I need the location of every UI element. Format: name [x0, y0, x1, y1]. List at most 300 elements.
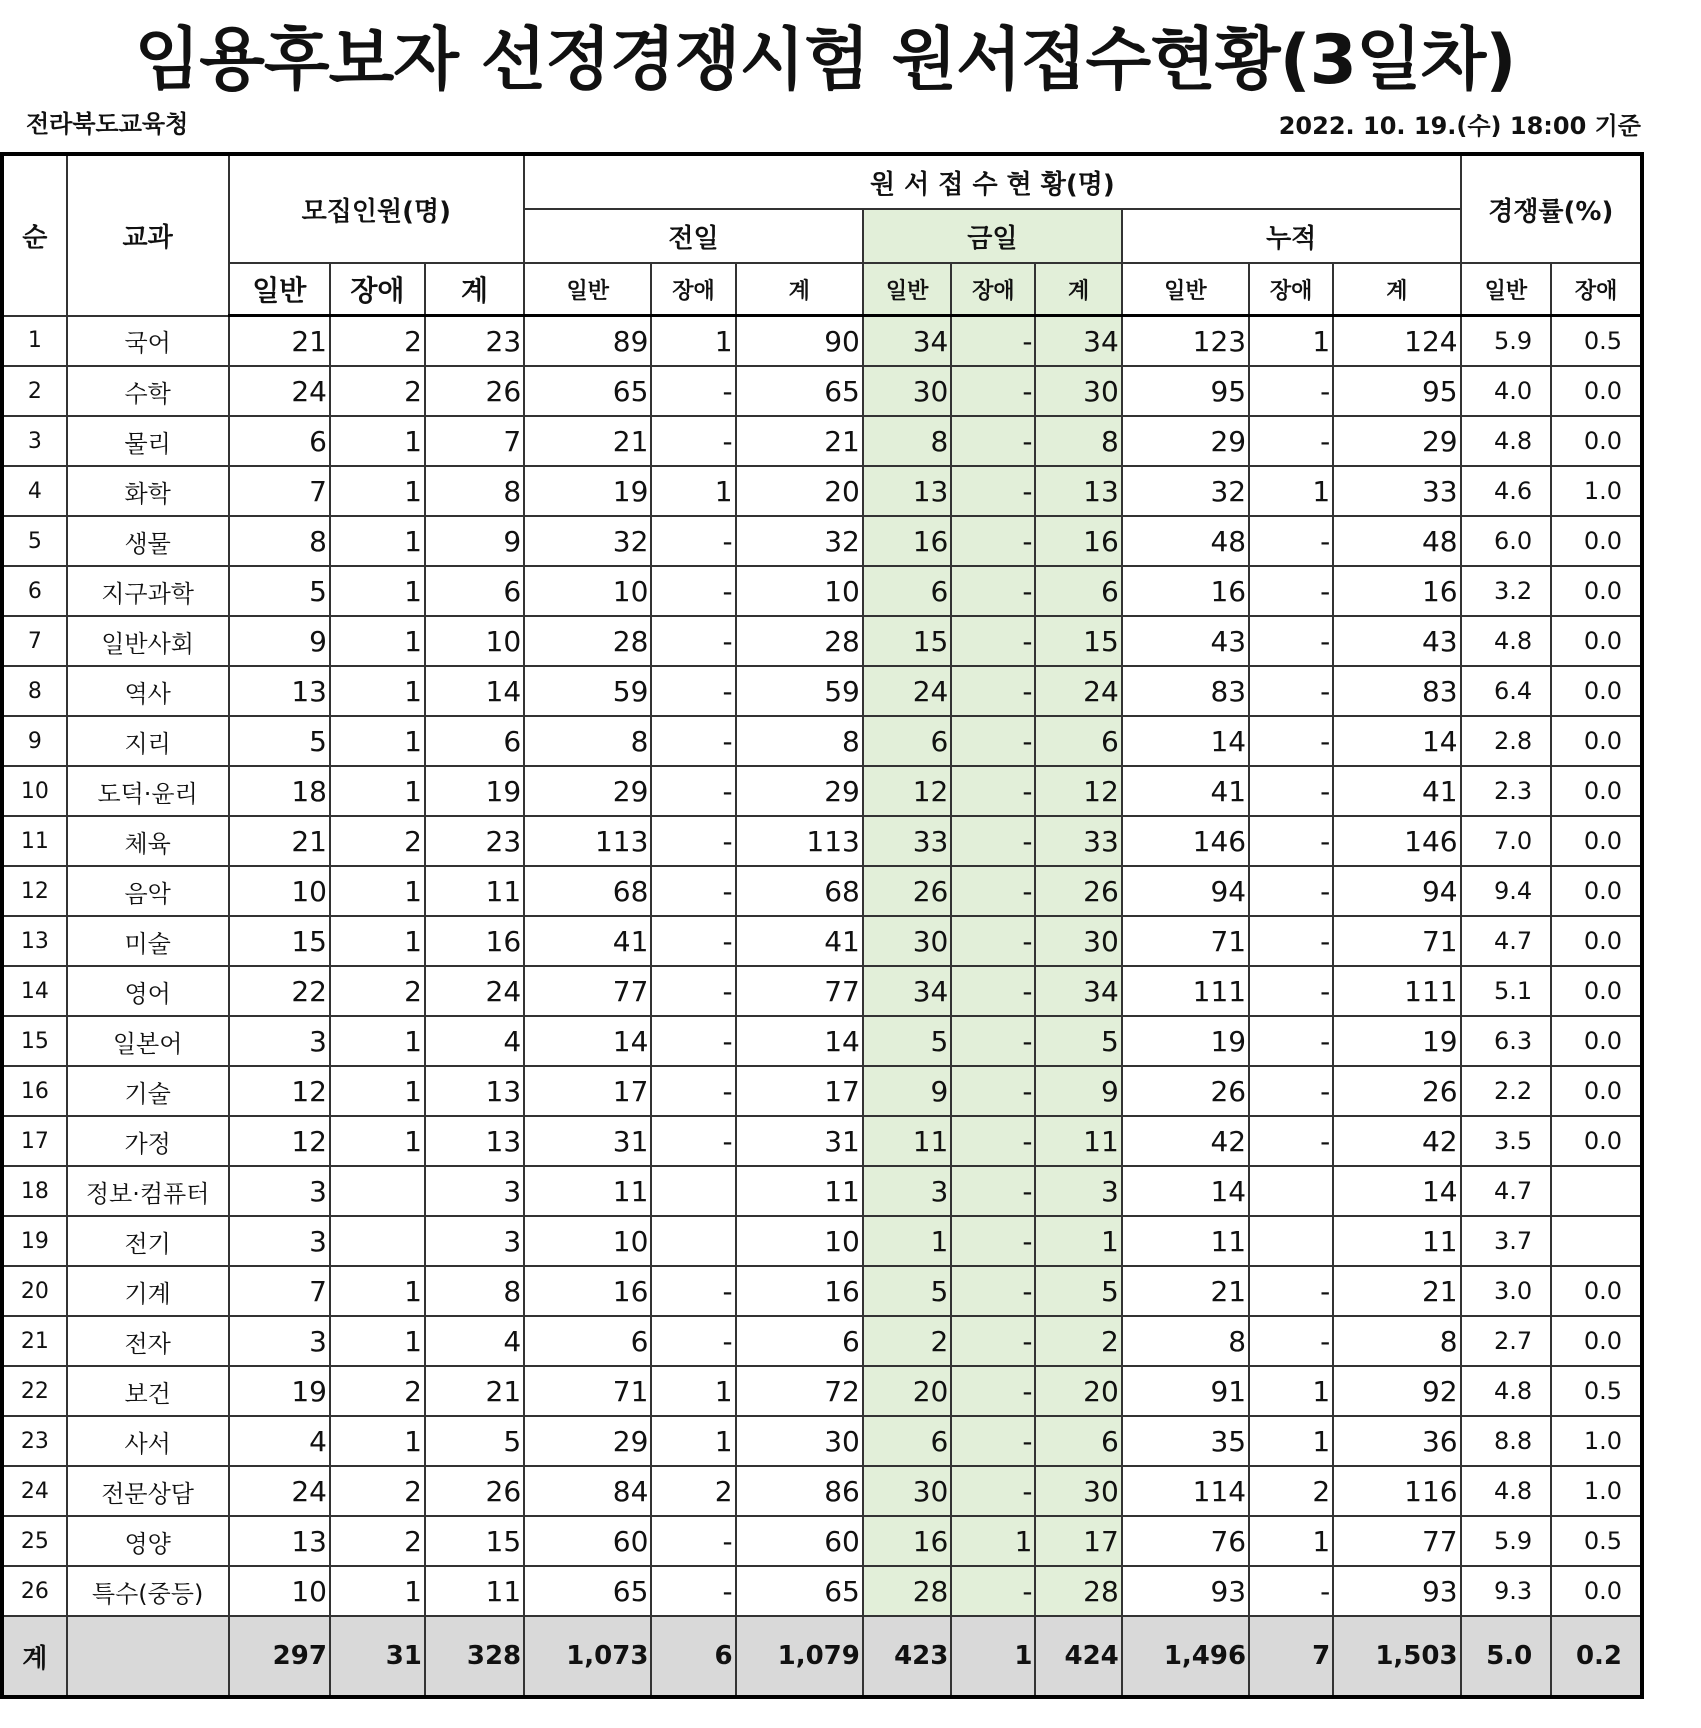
today-total-cell: 17 [1035, 1516, 1121, 1566]
ratio-disabled-cell: 0.0 [1551, 1316, 1642, 1366]
ratio-general-cell: 5.9 [1461, 316, 1552, 367]
quota-total-cell: 3 [425, 1166, 524, 1216]
table-row [2, 616, 1642, 666]
prev-general-cell: 65 [524, 1566, 651, 1616]
ratio-general-cell: 4.8 [1461, 616, 1552, 666]
today-total-cell: 20 [1035, 1366, 1121, 1416]
today-total-cell: 6 [1035, 1416, 1121, 1466]
quota-general-cell: 5 [229, 566, 330, 616]
quota-disabled-cell: 2 [330, 816, 425, 866]
cum-disabled-cell: - [1249, 566, 1333, 616]
row-subject-cell: 기술 [67, 1066, 229, 1116]
total-ratio-disabled-cell: 0.2 [1551, 1616, 1642, 1697]
cum-total-cell: 48 [1333, 516, 1460, 566]
prev-general-cell: 21 [524, 416, 651, 466]
quota-general-cell: 12 [229, 1116, 330, 1166]
prev-total-cell: 8 [736, 716, 863, 766]
today-disabled-cell: 1 [951, 1516, 1035, 1566]
total-today-total-cell: 424 [1035, 1616, 1121, 1697]
ratio-general-cell: 4.0 [1461, 366, 1552, 416]
prev-total-cell: 10 [736, 1216, 863, 1266]
quota-general-cell: 10 [229, 1566, 330, 1616]
cum-general-cell: 21 [1122, 1266, 1249, 1316]
cum-disabled-cell: - [1249, 1016, 1333, 1066]
quota-total-cell: 6 [425, 566, 524, 616]
prev-disabled-cell: - [651, 1266, 735, 1316]
ratio-disabled-cell: 0.0 [1551, 966, 1642, 1016]
quota-disabled-cell: 1 [330, 1266, 425, 1316]
row-no-cell: 21 [2, 1316, 67, 1366]
prev-total-cell: 113 [736, 816, 863, 866]
quota-general-cell: 18 [229, 766, 330, 816]
cum-disabled-cell: - [1249, 866, 1333, 916]
today-general-cell: 13 [863, 466, 951, 516]
cum-total-cell: 146 [1333, 816, 1460, 866]
today-total-cell: 13 [1035, 466, 1121, 516]
cum-disabled-cell [1249, 1166, 1333, 1216]
cum-general-cell: 94 [1122, 866, 1249, 916]
prev-disabled-cell: 1 [651, 1416, 735, 1466]
ratio-disabled-cell: 0.5 [1551, 1366, 1642, 1416]
today-total-cell: 8 [1035, 416, 1121, 466]
today-disabled-cell: - [951, 516, 1035, 566]
row-no-cell: 15 [2, 1016, 67, 1066]
quota-general-cell: 3 [229, 1216, 330, 1266]
prev-disabled-cell: 1 [651, 466, 735, 516]
quota-total-cell: 26 [425, 1466, 524, 1516]
row-subject-cell: 미술 [67, 916, 229, 966]
quota-total-cell: 14 [425, 666, 524, 716]
today-disabled-cell: - [951, 566, 1035, 616]
total-quota-total-cell: 328 [425, 1616, 524, 1697]
row-no-cell: 7 [2, 616, 67, 666]
row-subject-cell: 정보·컴퓨터 [67, 1166, 229, 1216]
today-general-cell: 8 [863, 416, 951, 466]
cum-total-cell: 116 [1333, 1466, 1460, 1516]
prev-disabled-cell: - [651, 816, 735, 866]
quota-disabled-cell: 1 [330, 716, 425, 766]
ratio-disabled-cell: 0.0 [1551, 1566, 1642, 1616]
table-row [2, 1116, 1642, 1166]
row-subject-cell: 전문상담 [67, 1466, 229, 1516]
ratio-general-cell: 4.7 [1461, 916, 1552, 966]
cum-general-cell: 19 [1122, 1016, 1249, 1066]
header-cum-total: 계 [1333, 263, 1460, 316]
cum-general-cell: 14 [1122, 716, 1249, 766]
today-general-cell: 5 [863, 1266, 951, 1316]
quota-total-cell: 15 [425, 1516, 524, 1566]
table-row [2, 466, 1642, 516]
cum-disabled-cell [1249, 1216, 1333, 1266]
cum-general-cell: 42 [1122, 1116, 1249, 1166]
quota-general-cell: 6 [229, 416, 330, 466]
today-general-cell: 6 [863, 566, 951, 616]
quota-general-cell: 4 [229, 1416, 330, 1466]
today-total-cell: 30 [1035, 916, 1121, 966]
row-subject-cell: 체육 [67, 816, 229, 866]
prev-disabled-cell: - [651, 566, 735, 616]
cum-total-cell: 93 [1333, 1566, 1460, 1616]
table-row [2, 666, 1642, 716]
table-row [2, 1516, 1642, 1566]
prev-disabled-cell: - [651, 766, 735, 816]
quota-general-cell: 3 [229, 1316, 330, 1366]
row-no-cell: 20 [2, 1266, 67, 1316]
ratio-disabled-cell: 0.0 [1551, 366, 1642, 416]
cum-disabled-cell: - [1249, 666, 1333, 716]
table-row [2, 416, 1642, 466]
header-prev-total: 계 [736, 263, 863, 316]
quota-disabled-cell: 1 [330, 416, 425, 466]
cum-total-cell: 19 [1333, 1016, 1460, 1066]
table-row [2, 766, 1642, 816]
row-no-cell: 13 [2, 916, 67, 966]
cum-total-cell: 14 [1333, 716, 1460, 766]
header-quota: 모집인원(명) [229, 154, 525, 263]
prev-total-cell: 31 [736, 1116, 863, 1166]
header-cum-general: 일반 [1122, 263, 1249, 316]
ratio-disabled-cell: 0.0 [1551, 1116, 1642, 1166]
row-no-cell: 6 [2, 566, 67, 616]
prev-disabled-cell: - [651, 666, 735, 716]
row-subject-cell: 지구과학 [67, 566, 229, 616]
cum-total-cell: 36 [1333, 1416, 1460, 1466]
cum-disabled-cell: - [1249, 1116, 1333, 1166]
organization-label: 전라북도교육청 [26, 110, 189, 138]
ratio-general-cell: 4.7 [1461, 1166, 1552, 1216]
header-ratio-disabled: 장애 [1551, 263, 1642, 316]
quota-disabled-cell [330, 1166, 425, 1216]
today-disabled-cell: - [951, 1066, 1035, 1116]
header-prev-disabled: 장애 [651, 263, 735, 316]
row-subject-cell: 일본어 [67, 1016, 229, 1066]
prev-disabled-cell: 1 [651, 1366, 735, 1416]
today-disabled-cell: - [951, 966, 1035, 1016]
quota-general-cell: 13 [229, 666, 330, 716]
cum-general-cell: 32 [1122, 466, 1249, 516]
cum-general-cell: 29 [1122, 416, 1249, 466]
row-subject-cell: 화학 [67, 466, 229, 516]
prev-disabled-cell: - [651, 516, 735, 566]
today-disabled-cell: - [951, 1116, 1035, 1166]
cum-disabled-cell: 1 [1249, 1416, 1333, 1466]
cum-disabled-cell: 1 [1249, 1366, 1333, 1416]
ratio-disabled-cell: 1.0 [1551, 1466, 1642, 1516]
ratio-disabled-cell: 0.0 [1551, 866, 1642, 916]
row-no-cell: 9 [2, 716, 67, 766]
header-quota-disabled: 장애 [330, 263, 425, 316]
quota-total-cell: 13 [425, 1066, 524, 1116]
prev-total-cell: 41 [736, 916, 863, 966]
header-applications: 원 서 접 수 현 황(명) [524, 154, 1460, 209]
cum-disabled-cell: 2 [1249, 1466, 1333, 1516]
table-row [2, 966, 1642, 1016]
quota-disabled-cell: 2 [330, 1516, 425, 1566]
today-disabled-cell: - [951, 316, 1035, 367]
cum-general-cell: 43 [1122, 616, 1249, 666]
cum-total-cell: 21 [1333, 1266, 1460, 1316]
today-disabled-cell: - [951, 416, 1035, 466]
today-disabled-cell: - [951, 1266, 1035, 1316]
row-no-cell: 14 [2, 966, 67, 1016]
today-total-cell: 16 [1035, 516, 1121, 566]
cum-general-cell: 14 [1122, 1166, 1249, 1216]
today-general-cell: 3 [863, 1166, 951, 1216]
ratio-general-cell: 4.8 [1461, 1466, 1552, 1516]
cum-disabled-cell: - [1249, 766, 1333, 816]
today-total-cell: 30 [1035, 1466, 1121, 1516]
ratio-general-cell: 3.5 [1461, 1116, 1552, 1166]
prev-total-cell: 17 [736, 1066, 863, 1116]
today-total-cell: 15 [1035, 616, 1121, 666]
prev-general-cell: 28 [524, 616, 651, 666]
quota-general-cell: 5 [229, 716, 330, 766]
cum-total-cell: 111 [1333, 966, 1460, 1016]
header-ratio: 경쟁률(%) [1461, 154, 1642, 263]
cum-total-cell: 8 [1333, 1316, 1460, 1366]
total-prev-disabled-cell: 6 [651, 1616, 735, 1697]
today-general-cell: 6 [863, 1416, 951, 1466]
ratio-disabled-cell: 0.0 [1551, 916, 1642, 966]
quota-total-cell: 11 [425, 866, 524, 916]
today-disabled-cell: - [951, 1016, 1035, 1066]
quota-general-cell: 15 [229, 916, 330, 966]
today-general-cell: 30 [863, 916, 951, 966]
prev-general-cell: 32 [524, 516, 651, 566]
prev-total-cell: 65 [736, 1566, 863, 1616]
prev-general-cell: 89 [524, 316, 651, 367]
prev-disabled-cell: - [651, 1116, 735, 1166]
row-subject-cell: 지리 [67, 716, 229, 766]
application-status-table [0, 152, 1644, 1699]
prev-general-cell: 60 [524, 1516, 651, 1566]
header-quota-general: 일반 [229, 263, 330, 316]
cum-general-cell: 91 [1122, 1366, 1249, 1416]
table-body [2, 316, 1642, 1698]
quota-disabled-cell: 1 [330, 1016, 425, 1066]
today-disabled-cell: - [951, 816, 1035, 866]
quota-total-cell: 6 [425, 716, 524, 766]
row-no-cell: 16 [2, 1066, 67, 1116]
cum-disabled-cell: - [1249, 616, 1333, 666]
row-subject-cell: 기계 [67, 1266, 229, 1316]
ratio-disabled-cell: 0.0 [1551, 1266, 1642, 1316]
cum-total-cell: 41 [1333, 766, 1460, 816]
today-general-cell: 16 [863, 516, 951, 566]
row-no-cell: 17 [2, 1116, 67, 1166]
ratio-general-cell: 4.8 [1461, 1366, 1552, 1416]
ratio-disabled-cell: 0.0 [1551, 816, 1642, 866]
ratio-disabled-cell: 0.0 [1551, 1016, 1642, 1066]
today-disabled-cell: - [951, 616, 1035, 666]
total-ratio-general-cell: 5.0 [1461, 1616, 1552, 1697]
prev-total-cell: 72 [736, 1366, 863, 1416]
cum-general-cell: 83 [1122, 666, 1249, 716]
as-of-date: 2022. 10. 19.(수) 18:00 기준 [1278, 112, 1641, 140]
ratio-disabled-cell [1551, 1216, 1642, 1266]
header-subject: 교과 [67, 154, 229, 316]
quota-general-cell: 22 [229, 966, 330, 1016]
cum-total-cell: 43 [1333, 616, 1460, 666]
quota-disabled-cell: 2 [330, 1366, 425, 1416]
row-no-cell: 18 [2, 1166, 67, 1216]
ratio-disabled-cell: 1.0 [1551, 466, 1642, 516]
today-disabled-cell: - [951, 866, 1035, 916]
quota-disabled-cell: 1 [330, 666, 425, 716]
today-general-cell: 24 [863, 666, 951, 716]
row-no-cell: 19 [2, 1216, 67, 1266]
quota-general-cell: 24 [229, 1466, 330, 1516]
total-quota-disabled-cell: 31 [330, 1616, 425, 1697]
row-no-cell: 11 [2, 816, 67, 866]
quota-total-cell: 8 [425, 1266, 524, 1316]
cum-general-cell: 41 [1122, 766, 1249, 816]
today-total-cell: 26 [1035, 866, 1121, 916]
row-subject-cell: 전자 [67, 1316, 229, 1366]
prev-general-cell: 19 [524, 466, 651, 516]
table-row [2, 366, 1642, 416]
prev-total-cell: 21 [736, 416, 863, 466]
prev-general-cell: 8 [524, 716, 651, 766]
quota-total-cell: 19 [425, 766, 524, 816]
prev-general-cell: 113 [524, 816, 651, 866]
prev-disabled-cell: - [651, 1016, 735, 1066]
ratio-general-cell: 4.8 [1461, 416, 1552, 466]
quota-general-cell: 9 [229, 616, 330, 666]
quota-total-cell: 24 [425, 966, 524, 1016]
quota-disabled-cell: 1 [330, 916, 425, 966]
header-today-total: 계 [1035, 263, 1121, 316]
ratio-disabled-cell: 0.0 [1551, 516, 1642, 566]
prev-general-cell: 16 [524, 1266, 651, 1316]
cum-total-cell: 33 [1333, 466, 1460, 516]
row-subject-cell: 전기 [67, 1216, 229, 1266]
cum-disabled-cell: - [1249, 916, 1333, 966]
today-general-cell: 30 [863, 366, 951, 416]
quota-general-cell: 8 [229, 516, 330, 566]
ratio-general-cell: 9.3 [1461, 1566, 1552, 1616]
total-label: 계 [2, 1616, 67, 1697]
header-cum-disabled: 장애 [1249, 263, 1333, 316]
ratio-disabled-cell: 1.0 [1551, 1416, 1642, 1466]
cum-total-cell: 77 [1333, 1516, 1460, 1566]
prev-total-cell: 60 [736, 1516, 863, 1566]
quota-disabled-cell: 1 [330, 466, 425, 516]
prev-general-cell: 31 [524, 1116, 651, 1166]
prev-total-cell: 90 [736, 316, 863, 367]
quota-total-cell: 3 [425, 1216, 524, 1266]
today-total-cell: 34 [1035, 316, 1121, 367]
today-disabled-cell: - [951, 1366, 1035, 1416]
table-row [2, 1466, 1642, 1516]
header-today-disabled: 장애 [951, 263, 1035, 316]
row-subject-cell: 가정 [67, 1116, 229, 1166]
ratio-disabled-cell: 0.0 [1551, 716, 1642, 766]
quota-general-cell: 7 [229, 1266, 330, 1316]
cum-general-cell: 8 [1122, 1316, 1249, 1366]
quota-general-cell: 7 [229, 466, 330, 516]
quota-disabled-cell: 2 [330, 1466, 425, 1516]
prev-total-cell: 68 [736, 866, 863, 916]
quota-disabled-cell: 1 [330, 1066, 425, 1116]
prev-disabled-cell: - [651, 366, 735, 416]
prev-disabled-cell: - [651, 916, 735, 966]
today-total-cell: 34 [1035, 966, 1121, 1016]
total-quota-general-cell: 297 [229, 1616, 330, 1697]
prev-general-cell: 59 [524, 666, 651, 716]
prev-total-cell: 10 [736, 566, 863, 616]
row-no-cell: 23 [2, 1416, 67, 1466]
cum-total-cell: 71 [1333, 916, 1460, 966]
row-no-cell: 25 [2, 1516, 67, 1566]
prev-total-cell: 16 [736, 1266, 863, 1316]
today-general-cell: 28 [863, 1566, 951, 1616]
ratio-disabled-cell: 0.0 [1551, 666, 1642, 716]
table-row [2, 916, 1642, 966]
today-disabled-cell: - [951, 466, 1035, 516]
ratio-disabled-cell: 0.0 [1551, 416, 1642, 466]
table-row [2, 866, 1642, 916]
prev-total-cell: 6 [736, 1316, 863, 1366]
cum-total-cell: 26 [1333, 1066, 1460, 1116]
quota-total-cell: 4 [425, 1016, 524, 1066]
row-subject-cell: 보건 [67, 1366, 229, 1416]
quota-general-cell: 21 [229, 316, 330, 367]
row-no-cell: 24 [2, 1466, 67, 1516]
cum-disabled-cell: 1 [1249, 466, 1333, 516]
cum-general-cell: 11 [1122, 1216, 1249, 1266]
quota-total-cell: 11 [425, 1566, 524, 1616]
quota-disabled-cell: 1 [330, 616, 425, 666]
prev-total-cell: 29 [736, 766, 863, 816]
quota-disabled-cell: 1 [330, 1416, 425, 1466]
table-row [2, 1316, 1642, 1366]
quota-total-cell: 23 [425, 316, 524, 367]
quota-disabled-cell: 1 [330, 1116, 425, 1166]
quota-total-cell: 21 [425, 1366, 524, 1416]
cum-total-cell: 94 [1333, 866, 1460, 916]
row-subject-cell: 물리 [67, 416, 229, 466]
quota-general-cell: 12 [229, 1066, 330, 1116]
today-total-cell: 11 [1035, 1116, 1121, 1166]
today-disabled-cell: - [951, 366, 1035, 416]
today-total-cell: 12 [1035, 766, 1121, 816]
today-disabled-cell: - [951, 666, 1035, 716]
quota-disabled-cell: 1 [330, 766, 425, 816]
quota-general-cell: 21 [229, 816, 330, 866]
today-total-cell: 30 [1035, 366, 1121, 416]
today-total-cell: 5 [1035, 1266, 1121, 1316]
cum-disabled-cell: 1 [1249, 316, 1333, 367]
row-no-cell: 10 [2, 766, 67, 816]
prev-disabled-cell: 2 [651, 1466, 735, 1516]
ratio-general-cell: 5.9 [1461, 1516, 1552, 1566]
row-no-cell: 26 [2, 1566, 67, 1616]
prev-total-cell: 32 [736, 516, 863, 566]
prev-general-cell: 11 [524, 1166, 651, 1216]
prev-total-cell: 28 [736, 616, 863, 666]
ratio-general-cell: 6.4 [1461, 666, 1552, 716]
quota-general-cell: 19 [229, 1366, 330, 1416]
ratio-disabled-cell: 0.0 [1551, 1066, 1642, 1116]
cum-disabled-cell: - [1249, 1266, 1333, 1316]
today-disabled-cell: - [951, 916, 1035, 966]
cum-total-cell: 83 [1333, 666, 1460, 716]
quota-general-cell: 10 [229, 866, 330, 916]
today-disabled-cell: - [951, 716, 1035, 766]
cum-disabled-cell: - [1249, 716, 1333, 766]
table-row [2, 1216, 1642, 1266]
